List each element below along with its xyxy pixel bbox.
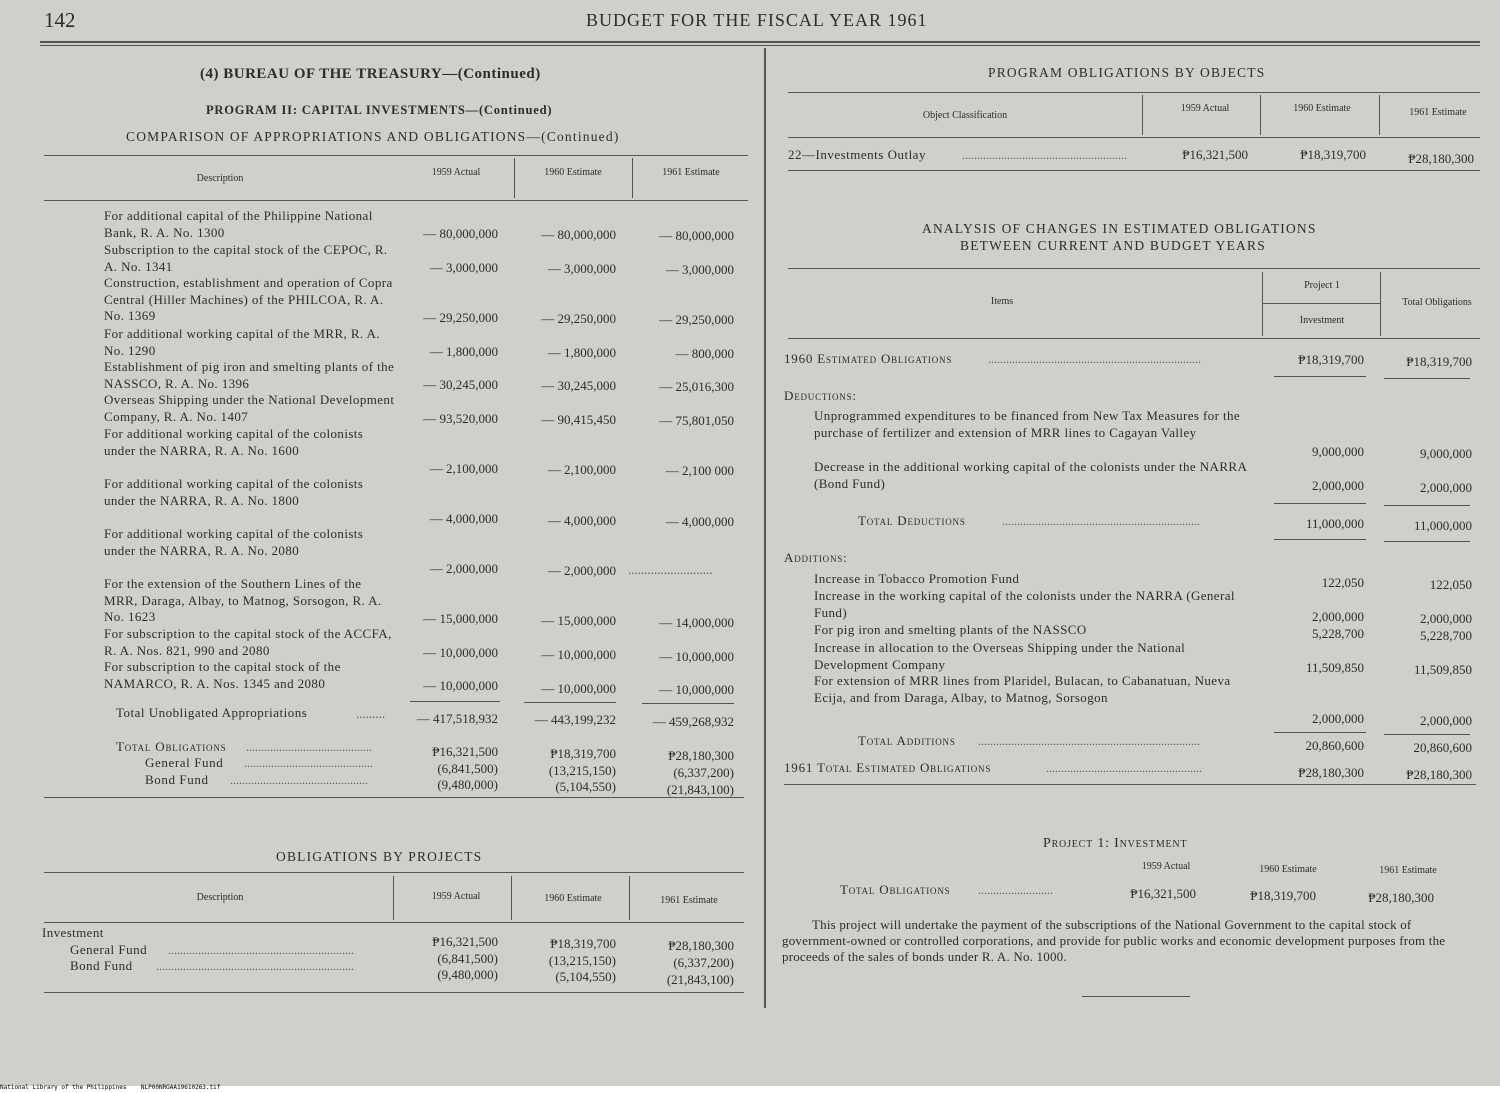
cell-1959: — 10,000,000 <box>423 645 498 660</box>
cell-1959: — 10,000,000 <box>423 678 498 693</box>
objects-row-1961: ₱28,180,300 <box>1408 151 1474 166</box>
document-page: 142 BUDGET FOR THE FISCAL YEAR 1961 (4) BUREAU OF THE TREASURY—(Continued) PROGRAM II: CAPITAL INVESTMENTS—(Continued) COMPARISON OF APPROPRIATIONS AND OBLIGATIONS—(Continued) Description 1959 Actual 1960 Estimate 1961 Estimate For additional capital of the Philippine National Bank, R. A. No. 1300 — 80,000,000 — 80,000,000 — 80,000,000 Subscription to the capital stock of the CEPOC, R. A. No. 1341 — 3,000,000 — 3,000,000 — 3,000,000 Construction, establishment and operation of Copra Central (Hiller Machines) of the PHILCOA, R. A. No. 1369 — 29,250,000 — 29,250,000 — 29,250,000 For additional working capital of the MRR, R. A. No. 1290 — 1,800,000 — 1,800,000 — 800,000 Establishment of pig iron and smelting plants of the NASSCO, R. A. No. 1396 — 30,245,000 — 30,245,000 — 25,016,300 Overseas Shipping under the National Development Company, R. A. No. 1407 — 93,520,000 — 90,415,450 — 75,801,050 For additional working capital of the colonists under the NARRA, R. A. No. 1600 — 2,100,000 — 2,100,000 — 2,100 000 For additional working capital of the colonists under the NARRA, R. A. No. 1800 — 4,000,000 — 4,000,000 — 4,000,000 For additional working capital of the colonists under the NARRA, R. A. No. 2080 — 2,000,000 — 2,000,000 .......................... For the extension of the Southern Lines of the MRR, Daraga, Albay, to Matnog, Sorsogon, R. A. No. 1623 — 15,000,000 — 15,000,000 — 14,000,000 For subscription to the capital stock of the ACCFA, R. A. Nos. 821, 990 and 2080 — 10,000,000 — 10,000,000 — 10,000,000 For subscription to the capital stock of the NAMARCO, R. A. Nos. 1345 and 2080 — 10,000,000 — 10,000,000 — 10,000,000 Total Unobligated Appropriations ......... — 417,518,932 — 443,199,232 — 459,268,932 Total Obligations .......................................... ₱16,321,500 ₱18,319,700 ₱28,180,300 General Fund ........................................... (6,841,500) (13,215,150) (6,337,200) Bond Fund .............................................. (9,480,000) (5,104,550) (21,843,100) OBLIGATIONS BY PROJECTS Description 1959 Actual 1960 Estimate 1961 Estimate Investment ₱16,321,500 ₱18,319,700 ₱28,180,300 General Fund .............................................................. (6,841,500) (13,215,150) (6,337,200) Bond Fund .................................................................. (9,480,000) (5,104,550) (21,843,100) PROGRAM OBLIGATIONS BY OBJECTS Object Classification 1959 Actual 1960 Estimate 1961 Estimate 22—Investments Outlay ....................................................... ₱16,321,500 ₱18,319,700 ₱28,180,300 ANALYSIS OF CHANGES IN ESTIMATED OBLIGATIONS BETWEEN CURRENT AND BUDGET YEARS Items Project 1 Investment Total Obligations 1960 Estimated Obligations ....................................................................... ₱18,319,700 ₱18,319,700 Deductions: Unprogrammed expenditures to be financed from New Tax Measures for the purchase of fertilizer and extension of MRR lines to Cagayan Valley 9,000,000 9,000,000 Decrease in the additional working capital of the colonists under the NARRA (Bond Fund) 2,000,000 2,000,000 Total Deductions .................................................................. 11,000,000 11,000,000 Additions: Increase in Tobacco Promotion Fund 122,050 122,050 Increase in the working capital of the colonists under the NARRA (General Fund) 2,000,000 2,000,000 For pig iron and smelting plants of the NASSCO 5,228,700 5,228,700 Increase in allocation to the Overseas Shipping under the National Development Company 11,509,850 11,509,850 For extension of MRR lines from Plaridel, Bulacan, to Cabanatuan, Nueva Ecija, and from Daraga, Albay, to Matnog, Sorsogon 2,000,000 2,000,000 Total Additions .......................................................................... 20,860,600 20,860,600 1961 Total Estimated Obligations .................................................... ₱28,180,300 ₱28,180,300 Project 1: Investment 1959 Actual 1960 Estimate 1961 Estimate Total Obligations ......................... ₱16,321,500 ₱18,319,700 ₱28,180,300 This project will undertake the payment of the subscriptions of the National Government to the capital stock of government-owned or controlled corporations, and provide for public works and economic development purposes from the proceeds of the sales of bonds under R. A. No. 1000. <box>0 0 1500 1086</box>
cell-1959: — 93,520,000 <box>423 411 498 426</box>
total-deductions-label: Total Deductions <box>858 513 966 528</box>
cell-1960: — 90,415,450 <box>541 412 616 427</box>
projects-general-fund-label: General Fund <box>70 942 148 957</box>
objects-col-classification: Object Classification <box>922 110 1008 121</box>
total-additions-label: Total Additions <box>858 733 956 748</box>
projects-general-fund-1959: (6,841,500) <box>437 951 498 966</box>
project-total-1960: ₱18,319,700 <box>1250 888 1316 903</box>
cell-1961: — 80,000,000 <box>659 228 734 243</box>
scan-footer-bar <box>0 1086 1500 1093</box>
table-row-description: Establishment of pig iron and smelting plants of the NASSCO, R. A. No. 1396 <box>104 359 395 391</box>
project-total-label: Total Obligations <box>840 882 951 897</box>
objects-title: PROGRAM OBLIGATIONS BY OBJECTS <box>988 65 1266 80</box>
objects-row-1960: ₱18,319,700 <box>1300 147 1366 162</box>
objects-row-label: 22—Investments Outlay <box>788 147 926 162</box>
cell-1961: — 10,000,000 <box>659 682 734 697</box>
addition-item: For extension of MRR lines from Plaridel, Bulacan, to Cabanatuan, Nueva Ecija, and from Daraga, Albay, to Matnog, Sorsogon <box>814 673 1231 705</box>
total-additions-investment: 20,860,600 <box>1305 738 1364 753</box>
cell-1961: — 75,801,050 <box>659 413 734 428</box>
page-number: 142 <box>44 8 76 32</box>
objects-row-1959: ₱16,321,500 <box>1182 147 1248 162</box>
cell-1960: — 2,000,000 <box>547 563 616 578</box>
objects-col-1959: 1959 Actual <box>1180 103 1230 114</box>
cell-1960: — 80,000,000 <box>541 227 616 242</box>
deductions-label: Deductions: <box>784 388 857 403</box>
project-col-1959: 1959 Actual <box>1141 861 1191 872</box>
additions-label: Additions: <box>784 550 848 565</box>
addition-investment: 2,000,000 <box>1312 609 1364 624</box>
cell-1961: — 2,100 000 <box>665 463 734 478</box>
analysis-col-investment: Investment <box>1299 315 1345 326</box>
file-name: NLP00NRGAA19610263.tif <box>140 1084 221 1091</box>
deduction-investment: 9,000,000 <box>1312 444 1364 459</box>
projects-general-fund-1960: (13,215,150) <box>548 953 616 968</box>
cell-1959: — 30,245,000 <box>423 377 498 392</box>
addition-investment: 11,509,850 <box>1305 660 1364 675</box>
cell-1961: — 25,016,300 <box>659 379 734 394</box>
deduction-total: 2,000,000 <box>1420 480 1472 495</box>
addition-total: 11,509,850 <box>1413 662 1472 677</box>
cell-1959: — 15,000,000 <box>423 611 498 626</box>
table-row-description: For the extension of the Southern Lines of the MRR, Daraga, Albay, to Matnog, Sorsogon, R. A. No. 1623 <box>104 576 382 625</box>
cell-1959: — 1,800,000 <box>429 344 498 359</box>
est-1960-total: ₱18,319,700 <box>1406 354 1472 369</box>
cell-1960: — 3,000,000 <box>547 261 616 276</box>
program-heading: PROGRAM II: CAPITAL INVESTMENTS—(Continued) <box>206 103 553 117</box>
objects-col-1960: 1960 Estimate <box>1293 103 1351 114</box>
addition-item: Increase in the working capital of the colonists under the NARRA (General Fund) <box>814 588 1235 620</box>
total-deductions-total: 11,000,000 <box>1413 518 1472 533</box>
total-unobligated-1961: — 459,268,932 <box>652 714 734 729</box>
objects-col-1961: 1961 Estimate <box>1409 107 1467 118</box>
est-1960-investment: ₱18,319,700 <box>1298 352 1364 367</box>
general-fund-1960: (13,215,150) <box>548 763 616 778</box>
cell-1960: — 4,000,000 <box>547 513 616 528</box>
analysis-col-items: Items <box>990 296 1014 307</box>
est-1961-investment: ₱28,180,300 <box>1298 765 1364 780</box>
project-total-1959: ₱16,321,500 <box>1130 886 1196 901</box>
bond-fund-label: Bond Fund <box>145 772 209 787</box>
col-header-1960: 1960 Estimate <box>544 167 602 178</box>
projects-col-1959: 1959 Actual <box>431 891 481 902</box>
total-deductions-investment: 11,000,000 <box>1305 516 1364 531</box>
bond-fund-1961: (21,843,100) <box>666 782 734 797</box>
table-row-description: For additional working capital of the MRR, R. A. No. 1290 <box>104 326 380 358</box>
projects-investment-1960: ₱18,319,700 <box>550 936 616 951</box>
analysis-col-total: Total Obligations <box>1402 297 1472 308</box>
project-col-1960: 1960 Estimate <box>1259 864 1317 875</box>
cell-1959: — 2,000,000 <box>429 561 498 576</box>
header-rule <box>40 41 1480 43</box>
table-row-description: Overseas Shipping under the National Development Company, R. A. No. 1407 <box>104 392 395 424</box>
general-fund-1959: (6,841,500) <box>437 761 498 776</box>
cell-1961: — 4,000,000 <box>665 514 734 529</box>
table-row-description: For additional working capital of the colonists under the NARRA, R. A. No. 2080 <box>104 526 364 558</box>
projects-general-fund-1961: (6,337,200) <box>673 955 734 970</box>
analysis-title-line-1: ANALYSIS OF CHANGES IN ESTIMATED OBLIGATIONS <box>922 221 1317 236</box>
table-row-description: For subscription to the capital stock of the ACCFA, R. A. Nos. 821, 990 and 2080 <box>104 626 392 658</box>
cell-1960: — 30,245,000 <box>541 378 616 393</box>
addition-item: Increase in Tobacco Promotion Fund <box>814 571 1020 586</box>
total-obligations-1961: ₱28,180,300 <box>668 748 734 763</box>
cell-1961: — 10,000,000 <box>659 649 734 664</box>
projects-investment-1961: ₱28,180,300 <box>668 938 734 953</box>
cell-1960: — 2,100,000 <box>547 462 616 477</box>
cell-1959: — 3,000,000 <box>429 260 498 275</box>
table-row-description: For additional capital of the Philippine National Bank, R. A. No. 1300 <box>104 208 373 240</box>
general-fund-label: General Fund <box>145 755 224 770</box>
cell-1959: — 29,250,000 <box>423 310 498 325</box>
table-row-description: For additional working capital of the colonists under the NARRA, R. A. No. 1800 <box>104 476 364 508</box>
project-description: This project will undertake the payment of the subscriptions of the National Government to the capital stock of government-owned or controlled corporations, and provide for public works and economic development purposes from the proceeds of the sales of bonds under R. A. No. 1000. <box>782 917 1446 964</box>
est-1961-label: 1961 Total Estimated Obligations <box>784 760 992 775</box>
total-obligations-label: Total Obligations <box>116 739 227 754</box>
addition-total: 5,228,700 <box>1420 628 1472 643</box>
cell-1961: — 29,250,000 <box>659 312 734 327</box>
projects-title: OBLIGATIONS BY PROJECTS <box>276 849 483 864</box>
total-obligations-1959: ₱16,321,500 <box>432 744 498 759</box>
cell-1961: — 3,000,000 <box>665 262 734 277</box>
cell-1959: — 4,000,000 <box>429 511 498 526</box>
cell-1959: — 2,100,000 <box>429 461 498 476</box>
addition-total: 122,050 <box>1429 577 1472 592</box>
addition-total: 2,000,000 <box>1420 713 1472 728</box>
addition-investment: 122,050 <box>1321 575 1364 590</box>
library-credit: National Library of the Philippines <box>0 1084 127 1091</box>
projects-bond-fund-1960: (5,104,550) <box>555 969 616 984</box>
projects-col-description: Description <box>196 892 244 903</box>
addition-total: 2,000,000 <box>1420 611 1472 626</box>
total-obligations-1960: ₱18,319,700 <box>550 746 616 761</box>
deduction-investment: 2,000,000 <box>1312 478 1364 493</box>
scan-footer <box>0 1084 220 1091</box>
total-additions-total: 20,860,600 <box>1413 740 1472 755</box>
est-1960-label: 1960 Estimated Obligations <box>784 351 953 366</box>
deduction-total: 9,000,000 <box>1420 446 1472 461</box>
cell-1960: — 15,000,000 <box>541 613 616 628</box>
addition-investment: 5,228,700 <box>1312 626 1364 641</box>
projects-col-1960: 1960 Estimate <box>544 893 602 904</box>
comparison-title: COMPARISON OF APPROPRIATIONS AND OBLIGATIONS—(Continued) <box>126 129 620 144</box>
cell-1960: — 1,800,000 <box>547 345 616 360</box>
cell-1961: — 14,000,000 <box>659 615 734 630</box>
total-unobligated-1959: — 417,518,932 <box>416 711 498 726</box>
deduction-item: Unprogrammed expenditures to be financed from New Tax Measures for the purchase of fertilizer and extension of MRR lines to Cagayan Valley <box>814 408 1241 440</box>
analysis-col-project: Project 1 <box>1304 280 1340 291</box>
table-row-description: For additional working capital of the colonists under the NARRA, R. A. No. 1600 <box>104 426 364 458</box>
total-unobligated-1960: — 443,199,232 <box>534 712 616 727</box>
cell-1960: — 29,250,000 <box>541 311 616 326</box>
total-unobligated-label: Total Unobligated Appropriations <box>116 705 308 720</box>
projects-col-1961: 1961 Estimate <box>660 895 718 906</box>
projects-bond-fund-1961: (21,843,100) <box>666 972 734 987</box>
table-row-description: Construction, establishment and operation of Copra Central (Hiller Machines) of the PHILCOA, R. A. No. 1369 <box>104 275 393 324</box>
bond-fund-1960: (5,104,550) <box>555 779 616 794</box>
cell-1959: — 80,000,000 <box>423 226 498 241</box>
cell-1960: — 10,000,000 <box>541 647 616 662</box>
col-header-1961: 1961 Estimate <box>662 167 720 178</box>
est-1961-total: ₱28,180,300 <box>1406 767 1472 782</box>
addition-item: Increase in allocation to the Overseas Shipping under the National Development Company <box>814 640 1186 672</box>
project-title: Project 1: Investment <box>1043 836 1188 851</box>
analysis-title-line-2: BETWEEN CURRENT AND BUDGET YEARS <box>960 238 1266 253</box>
addition-investment: 2,000,000 <box>1312 711 1364 726</box>
table-row-description: For subscription to the capital stock of the NAMARCO, R. A. Nos. 1345 and 2080 <box>104 659 341 691</box>
cell-1961: — 800,000 <box>675 346 734 361</box>
project-total-1961: ₱28,180,300 <box>1368 890 1434 905</box>
column-divider <box>764 48 766 1008</box>
deduction-item: Decrease in the additional working capital of the colonists under the NARRA (Bond Fund) <box>814 459 1247 491</box>
addition-item: For pig iron and smelting plants of the NASSCO <box>814 622 1087 637</box>
cell-1960: — 10,000,000 <box>541 681 616 696</box>
project-col-1961: 1961 Estimate <box>1379 865 1437 876</box>
general-fund-1961: (6,337,200) <box>673 765 734 780</box>
projects-investment-1959: ₱16,321,500 <box>432 934 498 949</box>
bureau-heading: (4) BUREAU OF THE TREASURY—(Continued) <box>200 66 541 82</box>
table-row-description: Subscription to the capital stock of the CEPOC, R. A. No. 1341 <box>104 242 388 274</box>
col-header-1959: 1959 Actual <box>431 167 481 178</box>
projects-bond-fund-label: Bond Fund <box>70 958 133 973</box>
running-title: BUDGET FOR THE FISCAL YEAR 1961 <box>586 10 928 30</box>
col-header-description: Description <box>196 173 244 184</box>
projects-bond-fund-1959: (9,480,000) <box>437 967 498 982</box>
projects-investment-label: Investment <box>42 925 104 940</box>
bond-fund-1959: (9,480,000) <box>437 777 498 792</box>
